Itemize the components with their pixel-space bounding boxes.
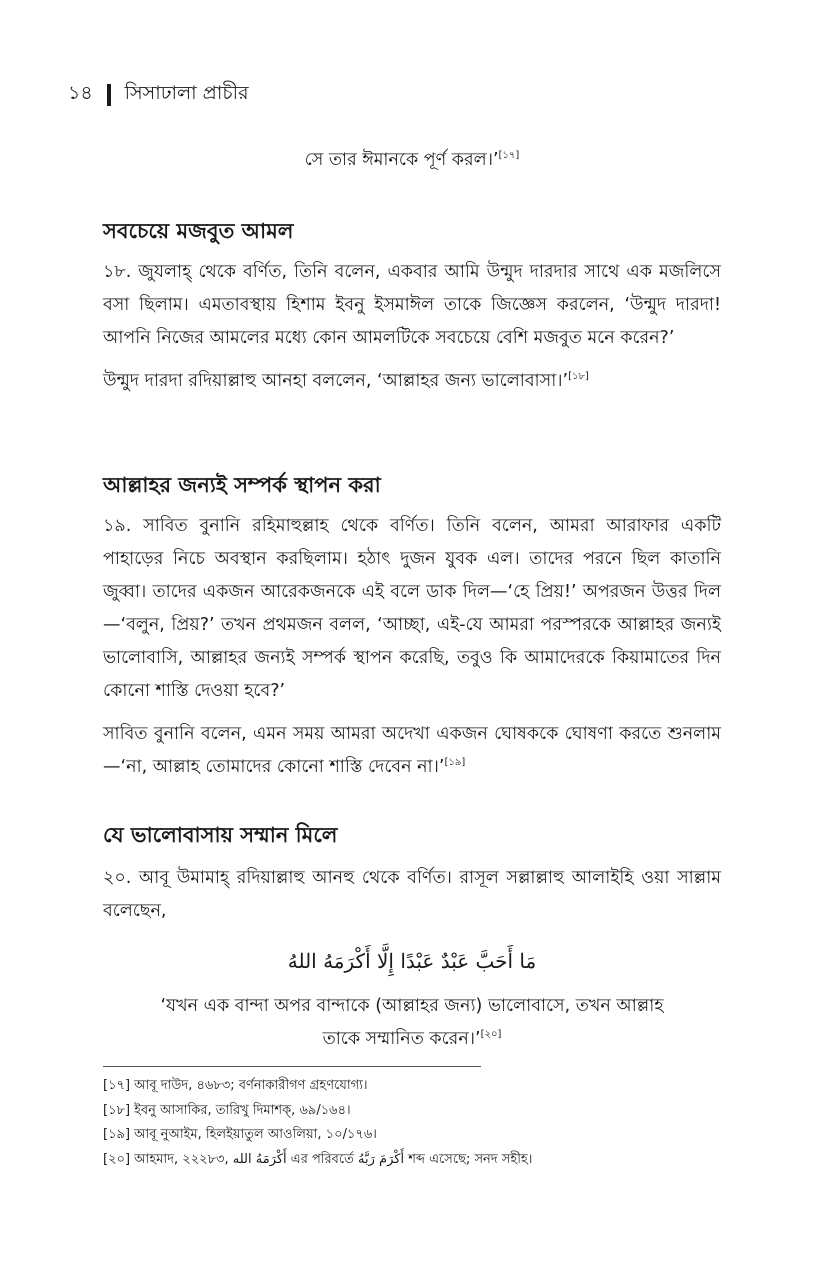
footnote-ref[interactable]: [১৯] [444,757,466,769]
footnote-ref[interactable]: [১৭] [498,150,520,162]
translation-line: ‘যখন এক বান্দা অপর বান্দাকে (আল্লাহর জন্য) ভালোবাসে, তখন আল্লাহ [160,996,664,1016]
book-title: সিসাঢালা প্রাচীর [124,82,249,104]
section-honored-love [103,818,721,852]
intro-text: সে তার ঈমানকে পূর্ণ করল।’ [304,150,499,170]
section-strongest-deed [103,214,721,248]
paragraph [103,365,721,398]
paragraph: ২০. আবূ উমামাহ্ রদিয়াল্লাহু আনহু থেকে বর্ণিত। রাসূল সল্লাল্লাহু আলাইহি ওয়া সাল্লাম বলেছেন, [103,868,721,921]
footnotes [103,1074,721,1172]
section-body [103,256,721,398]
footnote: [১৯] আবূ নুআইম, হিলইয়াতুল আওলিয়া, ১০/১৭৬। [103,1127,377,1142]
paragraph [103,718,721,784]
paragraph-text: উন্মুদ দারদা রদিয়াল্লাহু আনহা বললেন, ‘আল্লাহর জন্য ভালোবাসা।’ [103,371,569,391]
section-heading: সবচেয়ে মজবুত আমল [103,219,294,243]
arabic-hadith: مَا أَحَبَّ عَبْدٌ عَبْدًا إِلَّا أَكْرَمَهُ اللهُ [287,949,537,973]
paragraph-text: সাবিত বুনানি বলেন, এমন সময় আমরা অদেখা একজন ঘোষককে ঘোষণা করতে শুনলাম—‘না, আল্লাহ তোমাদের কোনো শাস্তি দেবেন না।’ [103,724,721,777]
footnote: [১৮] ইবনু আসাকির, তারিখু দিমাশক্, ৬৯/১৬৪। [103,1102,351,1118]
paragraph: ১৯. সাবিত বুনানি রহিমাহুল্লাহ থেকে বর্ণিত। তিনি বলেন, আমরা আরাফার একটি পাহাড়ের নিচে অবস্থান করছিলাম। হঠাৎ দুজন যুবক এল। তাদের পরনে ছিল কাতানি জুব্বা। তাদের একজন আরেকজনকে এই বলে ডাক দিল—‘হে প্রিয়!’ অপরজন উত্তর দিল—‘বলুন, প্রিয়?’ তখন প্রথমজন বলল, ‘আচ্ছা, এই-যে আমরা পরস্পরকে আল্লাহর জন্যই ভালোবাসি, আল্লাহর জন্যই সম্পর্ক স্থাপন করেছি, তবুও কি আমাদেরকে কিয়ামাতের দিন কোনো শাস্তি দেওয়া হবে?’ [103,516,721,701]
paragraph: ১৮. জুযলাহ্ থেকে বর্ণিত, তিনি বলেন, একবার আমি উন্মুদ দারদার সাথে এক মজলিসে বসা ছিলাম। এমতাবস্থায় হিশাম ইবনু ইসমাঈল তাকে জিজ্ঞেস করলেন, ‘উন্মুদ দারদা! আপনি নিজের আমলের মধ্যে কোন আমলটিকে সবচেয়ে বেশি মজবুত মনে করেন?’ [103,262,721,348]
footnote: [১৭] আবূ দাউদ, ৪৬৮৩; বর্ণনাকারীগণ গ্রহণযোগ্য। [103,1078,368,1093]
section-relationship-for-allah [103,468,721,502]
footnote-divider [103,1066,481,1067]
section-body [103,862,721,1056]
section-heading: আল্লাহর জন্যই সম্পর্ক স্থাপন করা [103,473,381,497]
intro-line [103,144,721,177]
translation-line [103,1023,721,1056]
footnote: [২০] আহমাদ, ২২২৮৩, أَكْرَمَهُ الله এর পরিবর্তে أَكْرَمَ رَبَّهُ শব্দ এসেছে; সনদ সহীহ। [103,1151,533,1167]
page-number: ১৪ [68,82,93,104]
section-heading: যে ভালোবাসায় সম্মান মিলে [103,823,338,847]
translation-text: তাকে সম্মানিত করেন।’ [322,1029,481,1049]
running-header [68,80,249,110]
section-body [103,510,721,784]
footnote-ref[interactable]: [২০] [480,1029,502,1041]
footnote-ref[interactable]: [১৮] [568,371,589,383]
header-divider [107,84,111,106]
